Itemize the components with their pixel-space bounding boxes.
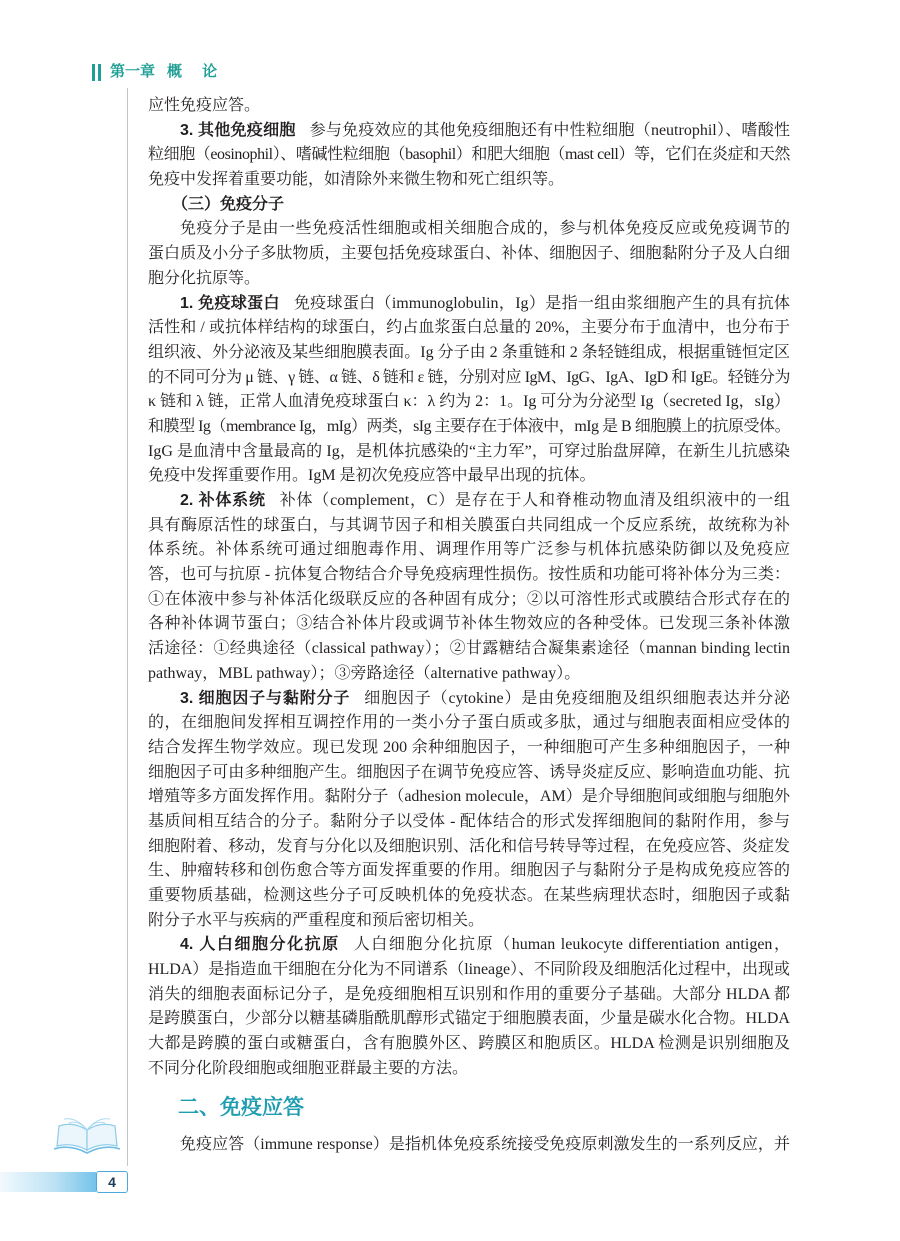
paragraph-complement-system <box>148 489 790 687</box>
item-label: 4. 人白细胞分化抗原 <box>180 936 340 954</box>
paragraph-immunoglobulin <box>148 292 790 490</box>
text-line: 胞分化抗原等。 <box>148 269 261 287</box>
paragraph-immune-molecules-intro <box>148 217 790 291</box>
text-line: 不同分化阶段细胞或细胞亚群最主要的方法。 <box>148 1059 469 1077</box>
text-line: pathway，MBL pathway）；③旁路途径（alternative pathway）。 <box>148 664 581 682</box>
text-line: 的，在细胞间发挥相互调控作用的一类小分子蛋白质或多肽，通过与细胞表面相应受体的 <box>148 714 790 732</box>
text-line: 和膜型 Ig（membrance Ig，mIg）两类，sIg 主要存在于体液中，mIg 是 B 细胞膜上的抗原受体。 <box>148 417 790 435</box>
item-label: 3. 细胞因子与黏附分子 <box>180 689 351 707</box>
text-line: 活性和 / 或抗体样结构的球蛋白，约占血浆蛋白总量的 20%，主要分布于血清中，也分布于 <box>148 319 790 337</box>
open-book-icon <box>52 1114 122 1156</box>
text-line <box>148 933 790 958</box>
text-line: 粒细胞（eosinophil）、嗜碱性粒细胞（basophil）和肥大细胞（mast cell）等，它们在炎症和天然 <box>148 146 790 164</box>
text-run: 补体（complement，C）是存在于人和脊椎动物血清及组织液中的一组 <box>279 492 790 509</box>
text-run: 人白细胞分化抗原（human leukocyte differentiation antigen， <box>353 936 790 954</box>
item-label: 3. 其他免疫细胞 <box>180 121 296 139</box>
paragraph-cytokines-adhesion <box>148 687 790 934</box>
chapter-number: 第一章 <box>110 63 156 80</box>
text-line: 结合发挥生物学效应。现已发现 200 余种细胞因子，一种细胞可产生多种细胞因子，一种 <box>148 738 790 756</box>
text-run: 免疫球蛋白（immunoglobulin，Ig）是指一组由浆细胞产生的具有抗体 <box>293 294 790 312</box>
text-run: 参与免疫效应的其他免疫细胞还有中性粒细胞（neutrophil）、嗜酸性 <box>309 121 790 139</box>
text-line: 重要物质基础，检测这些分子可反映机体的免疫状态。在某些病理状态时，细胞因子或黏 <box>148 887 790 904</box>
body-text <box>148 94 790 1082</box>
subsection-heading: （三）免疫分子 <box>172 195 285 213</box>
text-line: 附分子水平与疾病的严重程度和预后密切相关。 <box>148 911 485 929</box>
chapter-title: 概 论 <box>167 63 218 80</box>
text-line <box>148 119 790 144</box>
text-line: 的不同可分为 μ 链、γ 链、α 链、δ 链和 ε 链，分别对应 IgM、IgG、IgA、IgD 和 IgE。轻链分为 <box>148 368 790 386</box>
paragraph-immune-response <box>148 1133 790 1158</box>
text-line: 细胞因子可由多种细胞产生。细胞因子在调节免疫应答、诱导炎症反应、影响造血功能、抗 <box>148 763 790 781</box>
text-line: 应性免疫应答。 <box>148 97 261 114</box>
text-line: 生、肿瘤转移和创伤愈合等方面发挥重要的作用。细胞因子与黏附分子是构成免疫应答的 <box>148 862 790 880</box>
paragraph-hlda <box>148 933 790 1081</box>
text-run: 细胞因子（cytokine）是由免疫细胞及组织细胞表达并分泌 <box>364 689 790 707</box>
double-bar-icon <box>92 64 95 81</box>
section-heading: 二、免疫应答 <box>178 1096 304 1119</box>
text-line: 消失的细胞表面标记分子，是免疫细胞相互识别和作用的重要分子基础。大部分 HLDA 都 <box>148 985 790 1003</box>
text-line: κ 链和 λ 链，正常人血清免疫球蛋白 κ：λ 约为 2：1。Ig 可分为分泌型 Ig（secreted Ig，sIg） <box>148 393 790 411</box>
text-line <box>148 687 790 712</box>
running-header <box>92 62 217 82</box>
text-line: 是跨膜蛋白，少部分以糖基磷脂酰肌醇形式锚定于细胞膜表面，少量是碳水化合物。HLDA <box>148 1010 790 1028</box>
text-line: 大都是跨膜的蛋白或糖蛋白，含有胞膜外区、跨膜区和胞质区。HLDA 检测是识别细胞及 <box>148 1035 790 1053</box>
text-line: 基质间相互结合的分子。黏附分子以受体 - 配体结合的形式发挥细胞间的黏附作用，参与 <box>148 812 790 830</box>
text-line: 答，也可与抗原 - 抗体复合物结合介导免疫病理性损伤。按性质和功能可将补体分为三类： <box>148 566 790 584</box>
paragraph-other-immune-cells <box>148 119 790 193</box>
text-line: 增殖等多方面发挥作用。黏附分子（adhesion molecule，AM）是介导细胞间或细胞与细胞外 <box>148 788 790 806</box>
item-label: 2. 补体系统 <box>180 492 266 509</box>
text-line: IgG 是血清中含量最高的 Ig，是机体抗感染的“主力军”，可穿过胎盘屏障，在新生儿抗感染 <box>148 442 790 460</box>
margin-rule <box>127 88 128 1166</box>
text-line: 免疫应答（immune response）是指机体免疫系统接受免疫原刺激发生的一系列反应，并 <box>180 1136 790 1153</box>
text-line: 活途径：①经典途径（classical pathway）；②甘露糖结合凝集素途径（mannan binding lectin <box>148 640 790 658</box>
text-line: 免疫中发挥重要作用。IgM 是初次免疫应答中最早出现的抗体。 <box>148 467 596 485</box>
text-line: HLDA）是指造血干细胞在分化为不同谱系（lineage）、不同阶段及细胞活化过程中，出现或 <box>148 961 790 979</box>
text-line: 蛋白质及小分子多肽物质，主要包括免疫球蛋白、补体、细胞因子、细胞黏附分子及人白细 <box>148 245 790 263</box>
text-line <box>148 292 790 317</box>
text-line: 体系统。补体系统可通过细胞毒作用、调理作用等广泛参与机体抗感染防御以及免疫应 <box>148 541 790 559</box>
page-number-tab <box>0 1172 96 1192</box>
text-line: ①在体液中参与补体活化级联反应的各种固有成分；②以可溶性形式或膜结合形式存在的 <box>148 590 790 608</box>
page-number: 4 <box>96 1171 128 1193</box>
text-line <box>148 489 790 514</box>
item-label: 1. 免疫球蛋白 <box>180 294 280 312</box>
text-line: 具有酶原活性的球蛋白，与其调节因子和相关膜蛋白共同组成一个反应系统，故统称为补 <box>148 516 790 534</box>
text-line: 免疫中发挥着重要功能，如清除外来微生物和死亡组织等。 <box>148 171 565 189</box>
double-bar-icon-second <box>98 64 101 81</box>
text-line: 组织液、外分泌液及某些细胞膜表面。Ig 分子由 2 条重链和 2 条轻链组成，根据重链恒定区 <box>148 343 790 361</box>
text-line: 细胞附着、移动，发育与分化以及细胞识别、活化和信号转导等过程，在免疫应答、炎症发 <box>148 837 790 855</box>
text-line: 免疫分子是由一些免疫活性细胞或相关细胞合成的，参与机体免疫反应或免疫调节的 <box>180 220 790 238</box>
text-line: 各种补体调节蛋白；③结合补体片段或调节补体生物效应的各种受体。已发现三条补体激 <box>148 615 790 633</box>
